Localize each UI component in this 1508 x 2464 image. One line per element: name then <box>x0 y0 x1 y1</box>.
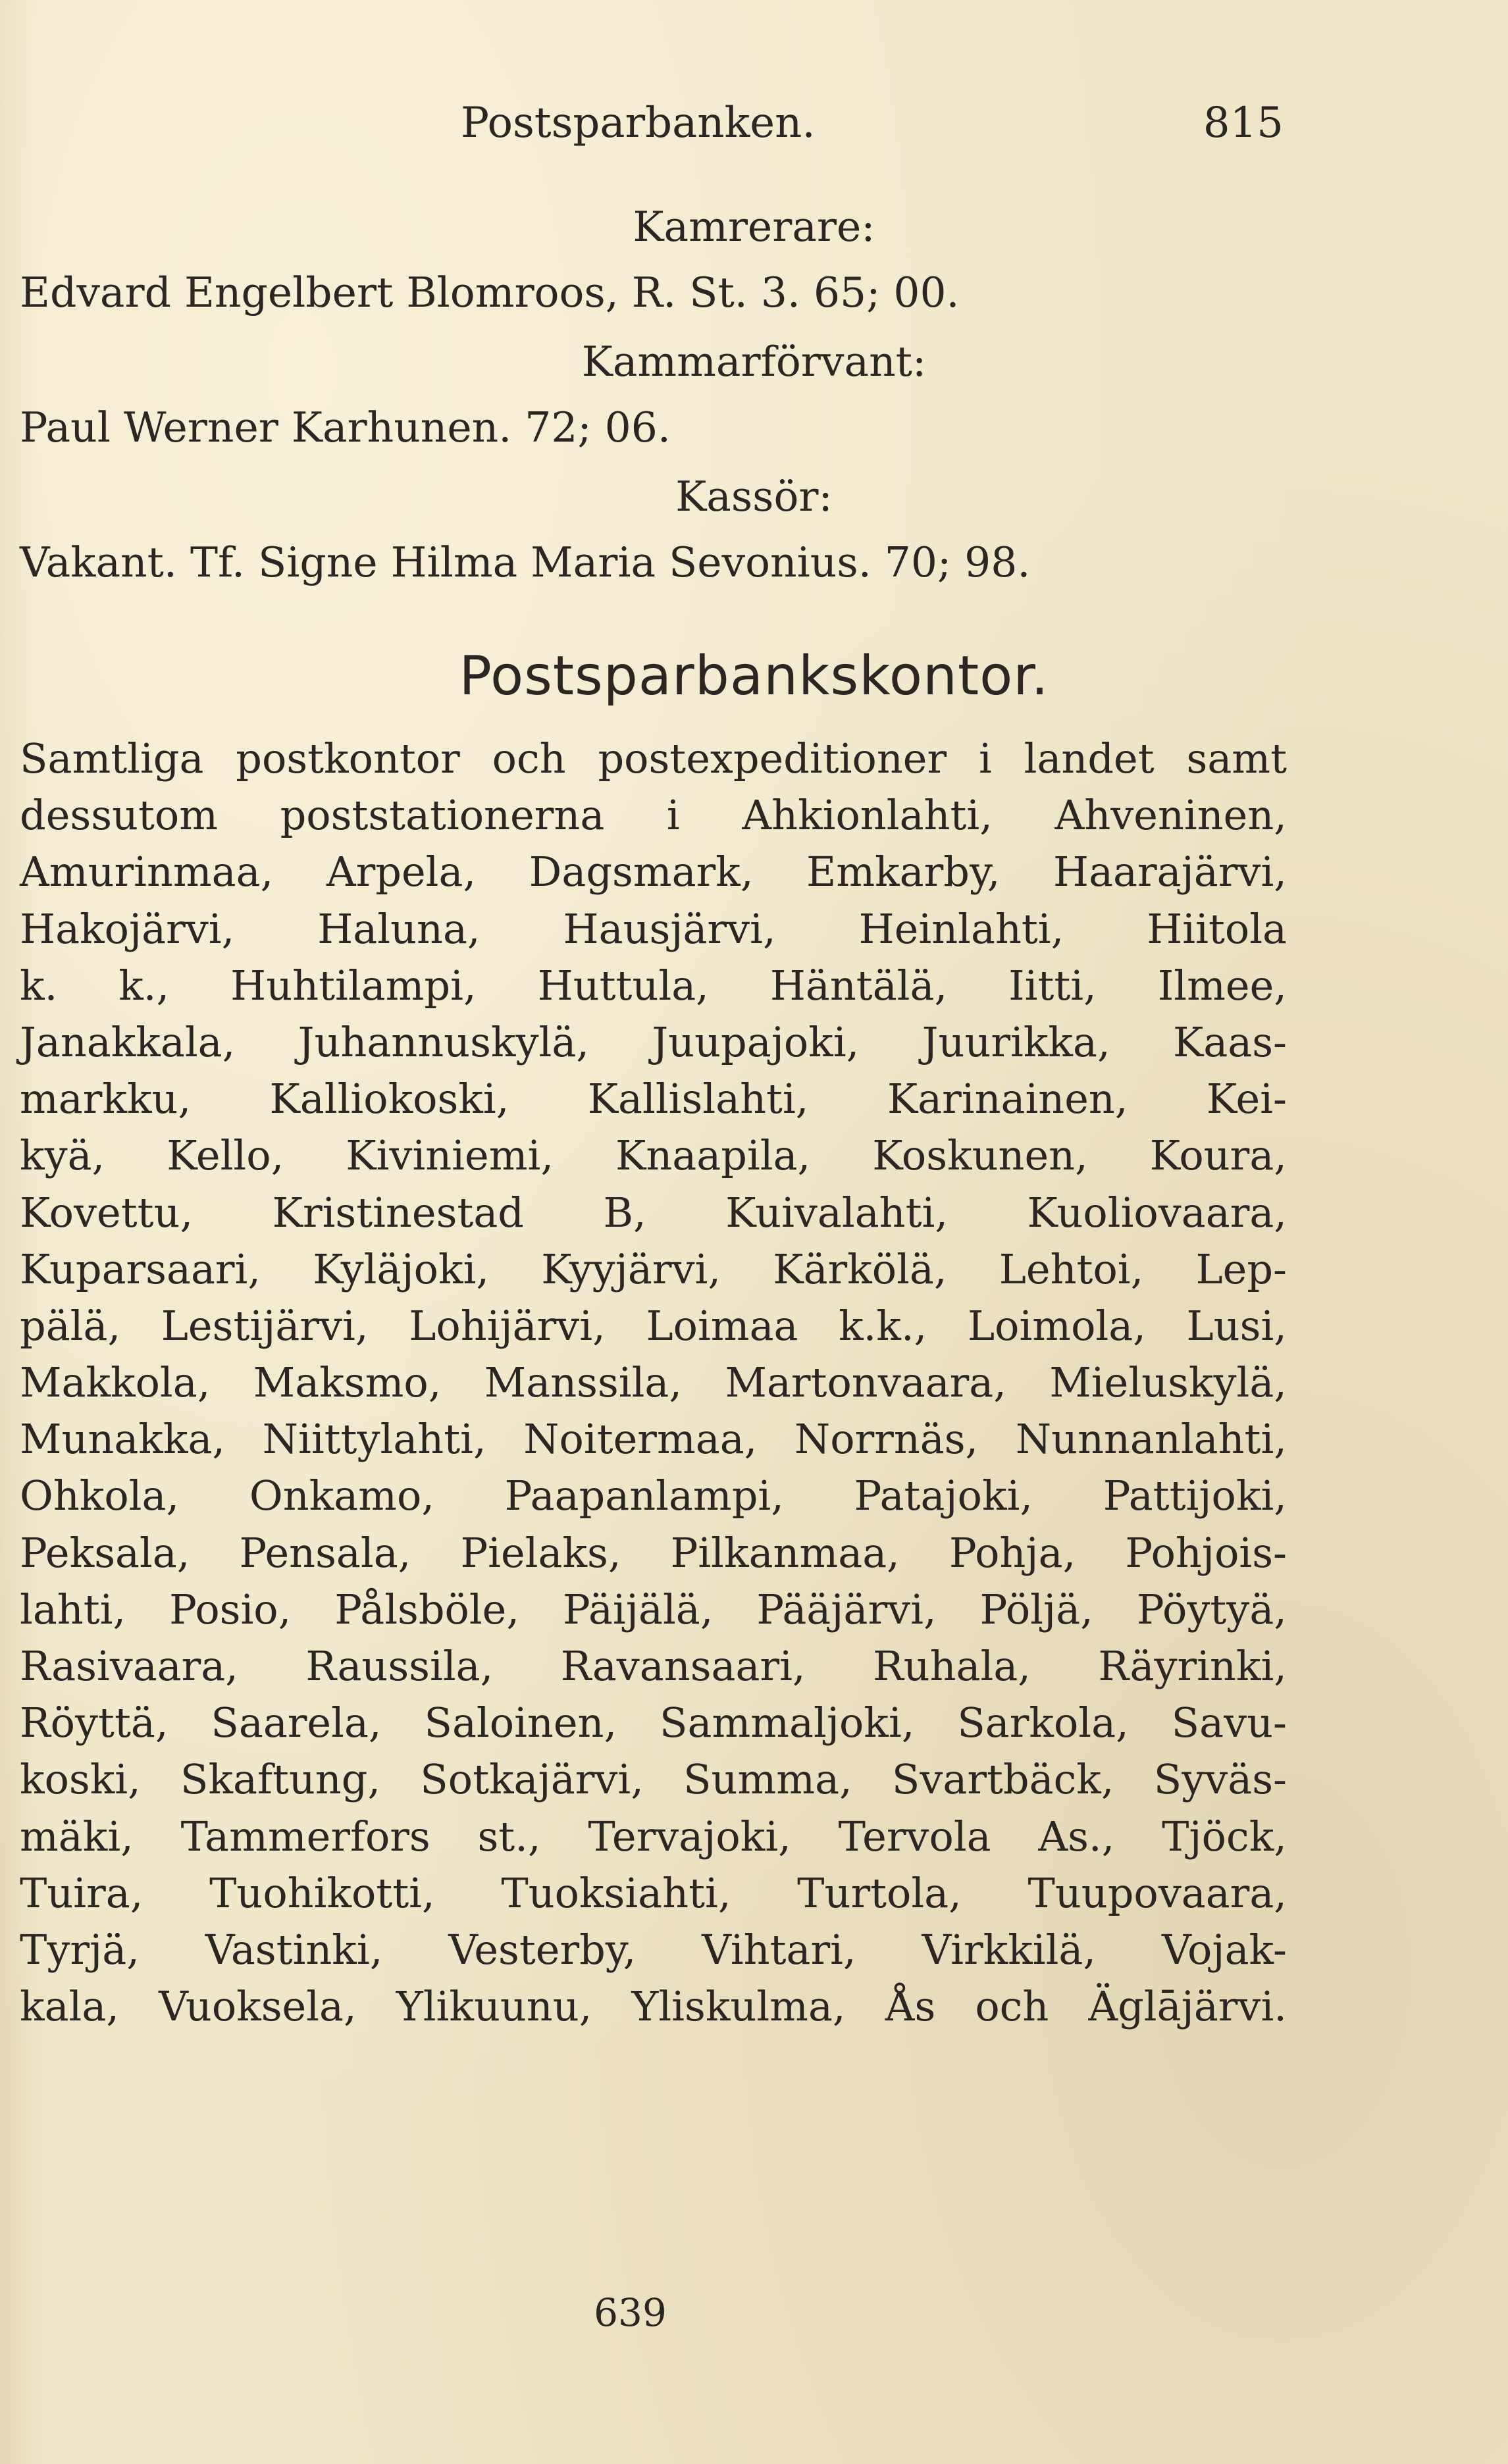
paragraph-line: Ohkola, Onkamo, Paapanlampi, Patajoki, Pattijoki, <box>20 1472 1287 1520</box>
role-heading-kammarforvant: Kammarförvant: <box>581 338 927 386</box>
paragraph-line: mäki, Tammerfors st., Tervajoki, Tervola As., Tjöck, <box>20 1812 1287 1861</box>
person-line-kassor: Vakant. Tf. Signe Hilma Maria Sevonius. 70; 98. <box>20 538 1031 586</box>
paragraph-line: koski, Skaftung, Sotkajärvi, Summa, Svartbäck, Syväs- <box>20 1755 1287 1804</box>
paragraph-line: Amurinmaa, Arpela, Dagsmark, Emkarby, Haarajärvi, <box>20 848 1287 896</box>
role-heading-kamrerare: Kamrerare: <box>633 203 875 251</box>
paragraph-line: kyä, Kello, Kiviniemi, Knaapila, Koskunen, Koura, <box>20 1131 1287 1180</box>
section-title: Postsparbankskontor. <box>459 645 1049 707</box>
paragraph-line: Kuparsaari, Kyläjoki, Kyyjärvi, Kärkölä, Lehtoi, Lep- <box>20 1245 1287 1293</box>
paragraph-line: Peksala, Pensala, Pielaks, Pilkanmaa, Pohja, Pohjois- <box>20 1528 1287 1577</box>
paragraph-line: Kovettu, Kristinestad B, Kuivalahti, Kuoliovaara, <box>20 1188 1287 1237</box>
paragraph-line: k. k., Huhtilampi, Huttula, Häntälä, Iitti, Ilmee, <box>20 961 1287 1010</box>
paragraph-line: Tyrjä, Vastinki, Vesterby, Vihtari, Virkkilä, Vojak- <box>20 1925 1287 1974</box>
signature-number: 639 <box>594 2290 667 2335</box>
paragraph-line: Tuira, Tuohikotti, Tuoksiahti, Turtola, Tuupovaara, <box>20 1868 1287 1917</box>
paragraph-line: pälä, Lestijärvi, Lohijärvi, Loimaa k.k., Loimola, Lusi, <box>20 1301 1287 1350</box>
paragraph-line: Hakojärvi, Haluna, Hausjärvi, Heinlahti, Hiitola <box>20 904 1287 953</box>
paragraph-line: Makkola, Maksmo, Manssila, Martonvaara, Mieluskylä, <box>20 1358 1287 1407</box>
running-title: Postsparbanken. <box>461 99 816 147</box>
paragraph-line: Rasivaara, Raussila, Ravansaari, Ruhala, Räyrinki, <box>20 1642 1287 1690</box>
page-number: 815 <box>1203 99 1284 147</box>
paragraph-line: Janakkala, Juhannuskylä, Juupajoki, Juurikka, Kaas- <box>20 1017 1287 1066</box>
role-heading-kassor: Kassör: <box>675 473 833 521</box>
paragraph-line: lahti, Posio, Pålsböle, Päijälä, Pääjärvi, Pöljä, Pöytyä, <box>20 1585 1287 1633</box>
paragraph-line: dessutom poststationerna i Ahkionlahti, Ahveninen, <box>20 791 1287 840</box>
person-line-kamrerare: Edvard Engelbert Blomroos, R. St. 3. 65; 00. <box>20 269 960 317</box>
page-header <box>461 99 1284 158</box>
paragraph-line-last: kala, Vuoksela, Ylikuunu, Yliskulma, Ås och Äglājärvi. <box>20 1982 1287 2031</box>
paragraph-line: Munakka, Niittylahti, Noitermaa, Norrnäs, Nunnanlahti, <box>20 1415 1287 1464</box>
paragraph-line: Röyttä, Saarela, Saloinen, Sammaljoki, Sarkola, Savu- <box>20 1699 1287 1747</box>
paragraph-line: Samtliga postkontor och postexpeditioner i landet samt <box>20 734 1287 783</box>
offices-paragraph <box>20 731 1287 2035</box>
person-line-kammarforvant: Paul Werner Karhunen. 72; 06. <box>20 403 671 451</box>
paragraph-line: markku, Kalliokoski, Kallislahti, Karinainen, Kei- <box>20 1075 1287 1123</box>
